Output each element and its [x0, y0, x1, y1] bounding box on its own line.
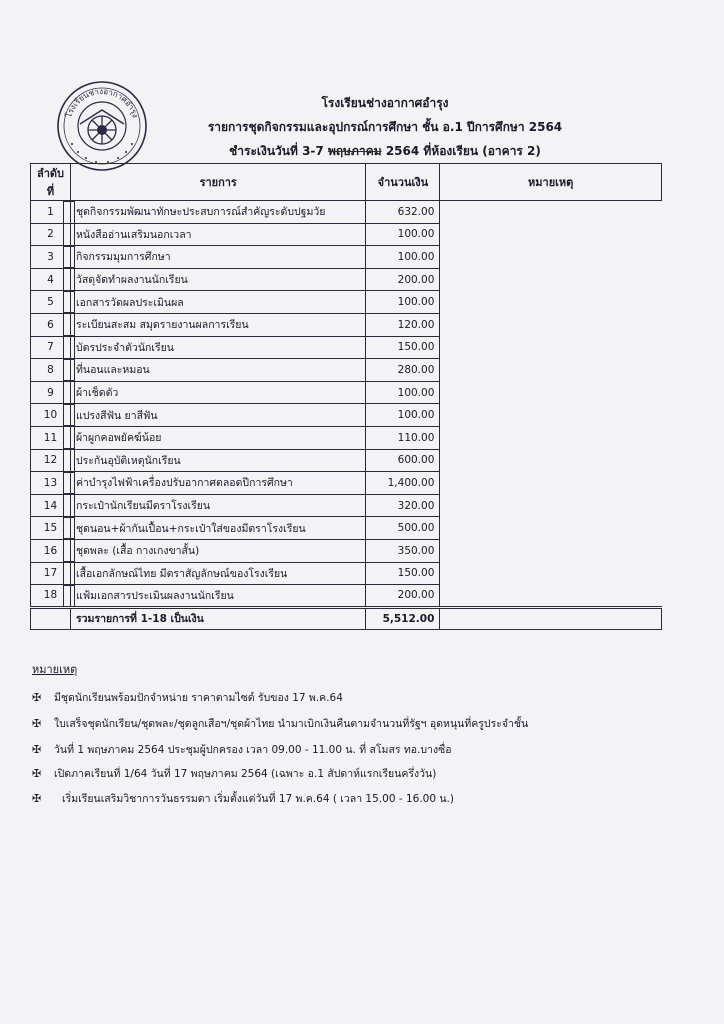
row-item: ชุดกิจกรรมพัฒนาทักษะประสบการณ์สำคัญระดับปฐมวัย [70, 201, 365, 224]
table-row [31, 494, 662, 517]
row-note [63, 268, 75, 291]
header-item: รายการ [70, 164, 365, 201]
row-number: 2 [31, 223, 71, 246]
cross-bullet-icon: ✠ [32, 717, 42, 730]
row-amount: 500.00 [366, 517, 440, 540]
note-item [32, 741, 452, 758]
row-number: 14 [31, 494, 71, 517]
row-note [63, 494, 75, 517]
total-note-cell [440, 607, 662, 630]
row-amount: 110.00 [366, 426, 440, 449]
table-row [31, 313, 662, 336]
note-item [32, 715, 528, 732]
items-table [30, 163, 662, 630]
total-no-cell [31, 607, 71, 630]
table-row [31, 585, 662, 608]
note-text: เริ่มเรียนเสริมวิชาการวันธรรมดา เริ่มตั้งแต่วันที่ 17 พ.ค.64 ( เวลา 15.00 - 16.00 น.) [62, 793, 454, 805]
seal-text: โรงเรียนช่างอากาศอำรุง [64, 86, 140, 119]
cross-bullet-icon: ✠ [32, 743, 42, 756]
payment-prefix: ชำระเงินวันที่ 3-7 [229, 144, 324, 158]
row-number: 15 [31, 517, 71, 540]
table-row [31, 449, 662, 472]
row-item: บัตรประจำตัวนักเรียน [70, 336, 365, 359]
row-note [63, 201, 75, 224]
row-amount: 150.00 [366, 336, 440, 359]
row-note [63, 381, 75, 404]
table-row [31, 562, 662, 585]
row-number: 11 [31, 426, 71, 449]
table-row [31, 539, 662, 562]
table-row [31, 336, 662, 359]
row-item: ที่นอนและหมอน [70, 359, 365, 382]
row-note [63, 426, 75, 449]
payment-suffix: 2564 ที่ห้องเรียน (อาคาร 2) [385, 144, 541, 158]
table-row [31, 246, 662, 269]
struck-month: พฤษภาคม [327, 144, 382, 158]
row-item: ชุดนอน+ผ้ากันเปื้อน+กระเป๋าใส่ของมีตราโรงเรียน [70, 517, 365, 540]
row-number: 10 [31, 404, 71, 427]
row-item: หนังสืออ่านเสริมนอกเวลา [70, 223, 365, 246]
row-note [63, 223, 75, 246]
total-label: รวมรายการที่ 1-18 เป็นเงิน [70, 607, 365, 630]
row-number: 1 [31, 201, 71, 224]
row-amount: 100.00 [366, 246, 440, 269]
row-item: ระเบียนสะสม สมุดรายงานผลการเรียน [70, 313, 365, 336]
row-number: 16 [31, 539, 71, 562]
row-amount: 1,400.00 [366, 472, 440, 495]
row-amount: 632.00 [366, 201, 440, 224]
note-text: มีชุดนักเรียนพร้อมปักจำหน่าย ราคาตามไซต์ รับของ 17 พ.ค.64 [54, 692, 343, 704]
row-item: กระเป๋านักเรียนมีตราโรงเรียน [70, 494, 365, 517]
row-note [63, 472, 75, 495]
row-number: 18 [31, 585, 71, 608]
total-row [31, 607, 662, 630]
school-name: โรงเรียนช่างอากาศอำรุง [321, 96, 449, 110]
row-note [63, 291, 75, 314]
row-note [63, 404, 75, 427]
row-item: เอกสารวัดผลประเมินผล [70, 291, 365, 314]
row-item: วัสดุจัดทำผลงานนักเรียน [70, 268, 365, 291]
table-row [31, 426, 662, 449]
row-note [63, 562, 75, 585]
note-text: วันที่ 1 พฤษภาคม 2564 ประชุมผู้ปกครอง เวลา 09.00 - 11.00 น. ที่ สโมสร ทอ.บางซื่อ [54, 744, 452, 756]
note-text: ใบเสร็จชุดนักเรียน/ชุดพละ/ชุดลูกเสือฯ/ชุดผ้าไทย นำมาเบิกเงินคืนตามจำนวนที่รัฐฯ อุดหนุนที่ครูประจำชั้น [54, 718, 529, 730]
table-row [31, 404, 662, 427]
row-amount: 120.00 [366, 313, 440, 336]
row-note [63, 313, 75, 336]
row-amount: 100.00 [366, 291, 440, 314]
row-amount: 150.00 [366, 562, 440, 585]
note-item [32, 765, 436, 782]
row-number: 5 [31, 291, 71, 314]
header-amount: จำนวนเงิน [366, 164, 440, 201]
row-item: แปรงสีฟัน ยาสีฟัน [70, 404, 365, 427]
table-row [31, 381, 662, 404]
row-amount: 280.00 [366, 359, 440, 382]
table-row [31, 472, 662, 495]
row-note [63, 246, 75, 269]
row-amount: 350.00 [366, 539, 440, 562]
row-item: ผ้าผูกคอพยัคฆ์น้อย [70, 426, 365, 449]
row-note [63, 517, 75, 540]
row-amount: 200.00 [366, 585, 440, 608]
row-item: เสื้อเอกลักษณ์ไทย มีตราสัญลักษณ์ของโรงเรียน [70, 562, 365, 585]
row-item: ประกันอุบัติเหตุนักเรียน [70, 449, 365, 472]
row-number: 8 [31, 359, 71, 382]
school-seal-logo [56, 80, 148, 172]
row-amount: 100.00 [366, 381, 440, 404]
payment-info [150, 142, 620, 161]
note-item [32, 790, 454, 807]
document-title: รายการชุดกิจกรรมและอุปกรณ์การศึกษา ชั้น อ.1 ปีการศึกษา 2564 [207, 120, 563, 134]
row-item: ค่าบำรุงไฟฟ้าเครื่องปรับอากาศตลอดปีการศึกษา [70, 472, 365, 495]
row-number: 7 [31, 336, 71, 359]
total-amount: 5,512.00 [366, 607, 440, 630]
row-number: 12 [31, 449, 71, 472]
row-amount: 600.00 [366, 449, 440, 472]
row-number: 4 [31, 268, 71, 291]
cross-bullet-icon: ✠ [32, 792, 42, 805]
row-item: ชุดพละ (เสื้อ กางเกงขาสั้น) [70, 539, 365, 562]
row-number: 17 [31, 562, 71, 585]
header-no: ลำดับที่ [31, 164, 71, 201]
row-amount: 200.00 [366, 268, 440, 291]
table-row [31, 223, 662, 246]
row-note [63, 359, 75, 382]
table-row [31, 291, 662, 314]
table-row [31, 517, 662, 540]
row-item: แฟ้มเอกสารประเมินผลงานนักเรียน [70, 585, 365, 608]
row-note [63, 336, 75, 359]
row-amount: 100.00 [366, 223, 440, 246]
row-item: ผ้าเช็ดตัว [70, 381, 365, 404]
row-number: 3 [31, 246, 71, 269]
notes-title: หมายเหตุ [32, 663, 78, 676]
table-row [31, 359, 662, 382]
row-number: 9 [31, 381, 71, 404]
table-row [31, 268, 662, 291]
row-item: กิจกรรมมุมการศึกษา [70, 246, 365, 269]
note-text: เปิดภาคเรียนที่ 1/64 วันที่ 17 พฤษภาคม 2564 (เฉพาะ อ.1 สัปดาห์แรกเรียนครึ่งวัน) [54, 768, 437, 780]
row-note [63, 585, 75, 608]
row-note [63, 539, 75, 562]
row-number: 6 [31, 313, 71, 336]
row-number: 13 [31, 472, 71, 495]
cross-bullet-icon: ✠ [32, 691, 42, 704]
table-row [31, 201, 662, 224]
note-item [32, 689, 343, 706]
row-amount: 320.00 [366, 494, 440, 517]
cross-bullet-icon: ✠ [32, 767, 42, 780]
table-header-row [31, 164, 662, 201]
row-note [63, 449, 75, 472]
header-note: หมายเหตุ [440, 164, 662, 201]
row-amount: 100.00 [366, 404, 440, 427]
